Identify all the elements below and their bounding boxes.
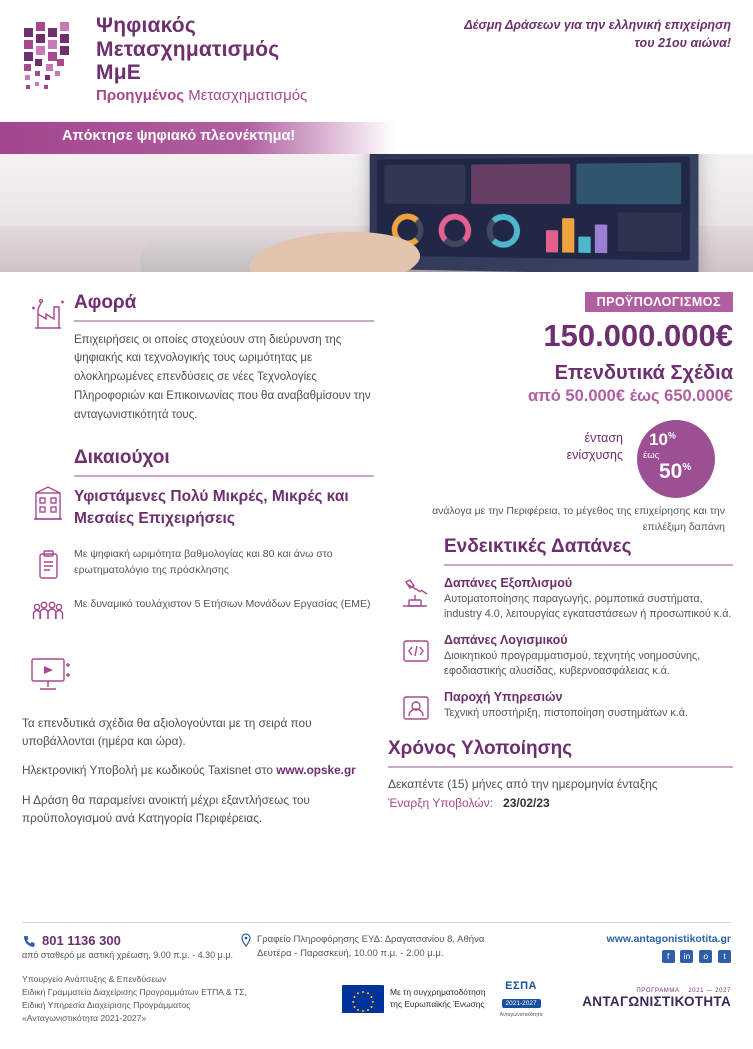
opske-link[interactable]: www.opske.gr bbox=[276, 763, 356, 778]
expense-title: Δαπάνες Εξοπλισμού bbox=[444, 575, 573, 590]
logo-subtitle-rest: Μετασχηματισμός bbox=[184, 86, 308, 104]
expenses-title: Ενδεικτικές Δαπάνες bbox=[444, 536, 632, 557]
logo-title bbox=[96, 14, 307, 104]
espa-sub: Ανταγωνιστικότητα bbox=[499, 1011, 543, 1018]
footer-logos-row bbox=[0, 963, 753, 1025]
criterion-item bbox=[22, 547, 374, 583]
antag-top-text: ΠΡΟΓΡΑΜΜΑ bbox=[636, 988, 680, 995]
time-sub-date: 23/02/23 bbox=[503, 795, 550, 810]
time-rule bbox=[388, 766, 733, 768]
equipment-icon bbox=[397, 578, 435, 612]
expense-item bbox=[388, 576, 733, 623]
equipment-icon-box bbox=[388, 576, 444, 623]
expenses-section bbox=[388, 536, 733, 724]
time-sub-label: Έναρξη Υποβολών: bbox=[388, 795, 493, 810]
intensity-circle bbox=[637, 420, 715, 498]
location-pin-icon bbox=[240, 933, 252, 947]
footer-phone[interactable]: 801 1136 300 bbox=[42, 933, 121, 948]
intensity-max: 50% bbox=[659, 460, 692, 483]
linkedin-icon[interactable]: in bbox=[680, 950, 693, 963]
footer-address-line2: Δευτέρα - Παρασκευή, 10.00 π.μ. - 2.00 μ.μ. bbox=[257, 948, 444, 960]
afora-section bbox=[22, 292, 374, 425]
intensity-min-value: 10 bbox=[649, 430, 668, 449]
criterion-text-1: Με ψηφιακή ωριμότητα βαθμολογίας και 80 και άνω στο ερωτηματολόγιο της πρόσκλησης bbox=[74, 547, 333, 576]
presentation-icon-box bbox=[22, 655, 374, 702]
services-icon bbox=[397, 692, 435, 724]
time-sub bbox=[388, 796, 733, 810]
expense-text bbox=[444, 633, 733, 680]
ministry-block bbox=[22, 973, 312, 1025]
note-2 bbox=[22, 761, 374, 779]
antagonistikotita-logo bbox=[582, 988, 731, 1009]
expense-title: Δαπάνες Λογισμικού bbox=[444, 632, 568, 647]
hero-banner bbox=[0, 122, 753, 272]
hero-banner-strip bbox=[0, 122, 395, 154]
software-icon bbox=[397, 635, 435, 667]
factory-icon bbox=[28, 294, 68, 334]
presentation-screen-icon bbox=[28, 655, 74, 697]
footer-web-block bbox=[508, 933, 731, 963]
expense-desc: Αυτοματοποίησης παραγωγής, ρομποτικά συστήματα, industry 4.0, λειτουργίας εγκαταστάσεων ή προσωπικού κ.ά. bbox=[444, 592, 732, 621]
budget-label: ΠΡΟΫΠΟΛΟΓΙΣΜΟΣ bbox=[585, 292, 733, 312]
note-1: Τα επενδυτικά σχέδια θα αξιολογούνται με τη σειρά που υποβάλλονται (ημέρα και ώρα). bbox=[22, 715, 312, 749]
services-icon-box bbox=[388, 690, 444, 724]
people-icon bbox=[31, 599, 65, 629]
budget-block bbox=[388, 292, 733, 406]
logo-subtitle-bold: Προηγμένος bbox=[96, 86, 185, 104]
intensity-min: 10% bbox=[649, 430, 676, 449]
intensity-label bbox=[567, 430, 623, 464]
phone-icon bbox=[22, 934, 36, 948]
footer bbox=[0, 922, 753, 1025]
footer-contact-row bbox=[0, 923, 753, 963]
afora-body: Επιχειρήσεις οι οποίες στοχεύουν στη διεύρυνση της ψηφιακής και τεχνολογικής τους ωριμότητας με ολοκληρωμένες επενδύσεις σε νέες Τεχνολογίες Πληροφοριών και Επικοινωνίας που θα αναβαθμίσουν την ανταγωνιστικότητά τους. bbox=[74, 333, 371, 422]
expense-text bbox=[444, 576, 733, 623]
intensity-mid: έως bbox=[643, 450, 660, 461]
budget-amount: 150.000.000€ bbox=[543, 318, 733, 353]
header bbox=[0, 0, 753, 122]
expense-title: Παροχή Υπηρεσιών bbox=[444, 690, 563, 705]
instagram-icon[interactable]: o bbox=[699, 950, 712, 963]
hero-banner-text: Απόκτησε ψηφιακό πλεονέκτημα! bbox=[62, 128, 296, 144]
footer-phone-block bbox=[22, 933, 240, 963]
expense-desc: Διοικητικού προγραμματισμού, τεχνητής νοημοσύνης, εφοδιαστικής αλυσίδας, κυβερνοασφάλειας κ.ά. bbox=[444, 649, 701, 678]
footer-website[interactable]: www.antagonistikotita.gr bbox=[606, 933, 731, 945]
logo-line-2: Μετασχηματισμός bbox=[96, 37, 280, 61]
eu-flag-icon bbox=[342, 985, 384, 1013]
ministry-line-3: Ειδική Υπηρεσία Διαχείρισης Προγράμματος bbox=[22, 999, 191, 1010]
software-icon-box bbox=[388, 633, 444, 680]
intensity-note: ανάλογα με την Περιφέρεια, το μέγεθος της επιχείρησης και την επιλέξιμη δαπάνη bbox=[432, 505, 725, 533]
dikaiouxoi-title: Δικαιούχοι bbox=[74, 447, 170, 469]
dikaiouxoi-text bbox=[74, 447, 374, 530]
hero-laptop-screen bbox=[377, 156, 690, 260]
building-icon-box bbox=[22, 447, 74, 529]
logo-line-3: ΜμΕ bbox=[96, 61, 141, 85]
hero-image bbox=[0, 154, 753, 272]
eu-text-line1: Με τη συγχρηματοδότηση bbox=[390, 987, 486, 998]
afora-title: Αφορά bbox=[74, 292, 137, 313]
time-section bbox=[388, 738, 733, 810]
expense-desc: Τεχνική υποστήριξη, πιστοποίηση συστημάτων κ.ά. bbox=[444, 707, 688, 720]
facebook-icon[interactable]: f bbox=[662, 950, 675, 963]
espa-years: 2021-2027 bbox=[502, 999, 541, 1008]
footer-social bbox=[508, 950, 731, 963]
intensity-label-line1: ένταση bbox=[584, 431, 623, 445]
eu-text-line2: της Ευρωπαϊκής Ένωσης bbox=[390, 998, 485, 1009]
footer-address-line1: Γραφείο Πληροφόρησης ΕΥΔ: Δραγατσανίου 8, Αθήνα bbox=[257, 934, 485, 945]
criterion-text-2: Με δυναμικό τουλάχιστον 5 Ετήσιων Μονάδων Εργασίας (ΕΜΕ) bbox=[74, 597, 371, 610]
intensity-max-value: 50 bbox=[659, 460, 683, 483]
ministry-line-1: Υπουργείο Ανάπτυξης & Επενδύσεων bbox=[22, 974, 167, 984]
eu-text bbox=[390, 987, 486, 1010]
clipboard-icon bbox=[33, 549, 63, 583]
digital-transformation-logo-icon bbox=[22, 18, 84, 96]
header-tagline bbox=[464, 16, 731, 52]
ministry-line-4: «Ανταγωνιστικότητα 2021-2027» bbox=[22, 1012, 147, 1023]
dikaiouxoi-heading: Υφιστάμενες Πολύ Μικρές, Μικρές και Μεσαίες Επιχειρήσεις bbox=[74, 487, 349, 528]
eu-stars bbox=[342, 985, 384, 1013]
afora-text bbox=[74, 292, 374, 425]
eu-block bbox=[342, 980, 543, 1018]
plans-range: από 50.000€ έως 650.000€ bbox=[527, 387, 733, 405]
ministry-line-2: Ειδική Γραμματεία Διαχείρισης Προγραμμάτων ΕΤΠΑ & ΤΣ, bbox=[22, 986, 247, 997]
antag-name: ΑΝΤΑΓΩΝΙΣΤΙΚΟΤΗΤΑ bbox=[582, 994, 731, 1010]
factory-icon-box bbox=[22, 292, 74, 334]
criterion-item bbox=[22, 597, 374, 629]
antag-years: 2021 — 2027 bbox=[688, 988, 731, 995]
dikaiouxoi-section bbox=[22, 447, 374, 530]
clipboard-icon-box bbox=[22, 547, 74, 583]
people-icon-box bbox=[22, 597, 74, 629]
time-body: Δεκαπέντε (15) μήνες από την ημερομηνία ένταξης bbox=[388, 776, 658, 791]
logo-line-1: Ψηφιακός bbox=[96, 14, 196, 37]
right-column bbox=[388, 292, 733, 810]
afora-rule bbox=[74, 320, 374, 322]
expense-item bbox=[388, 690, 733, 724]
expense-text bbox=[444, 690, 688, 724]
footer-phone-sub: από σταθερό με αστική χρέωση, 9.00 π.μ. - 4.30 μ.μ. bbox=[22, 950, 234, 960]
twitter-icon[interactable]: t bbox=[718, 950, 731, 963]
time-title: Χρόνος Υλοποίησης bbox=[388, 738, 573, 760]
intensity-block bbox=[388, 420, 733, 532]
tagline-line-1: Δέσμη Δράσεων για την ελληνική επιχείρηση bbox=[464, 18, 731, 32]
logo-subtitle bbox=[96, 88, 307, 105]
espa-title: ΕΣΠΑ bbox=[505, 979, 537, 992]
expense-item bbox=[388, 633, 733, 680]
note-3: Η Δράση θα παραμείνει ανοικτή μέχρι εξαντλήσεως του προϋπολογισμού ανά Κατηγορία Περιφέρειας. bbox=[22, 792, 310, 825]
note-2-text: Ηλεκτρονική Υποβολή με κωδικούς Taxisnet στο bbox=[22, 763, 277, 778]
left-column bbox=[22, 292, 374, 838]
building-icon bbox=[28, 483, 68, 529]
plans-title: Επενδυτικά Σχέδια bbox=[554, 362, 733, 384]
intensity-label-line2: ενίσχυσης bbox=[566, 447, 623, 462]
expenses-rule bbox=[444, 564, 733, 566]
footer-address-block bbox=[240, 933, 508, 963]
left-notes bbox=[22, 714, 374, 827]
dikaiouxoi-rule bbox=[74, 475, 374, 477]
espa-logo bbox=[500, 980, 543, 1018]
tagline-line-2: του 21ου αιώνα! bbox=[634, 36, 731, 51]
